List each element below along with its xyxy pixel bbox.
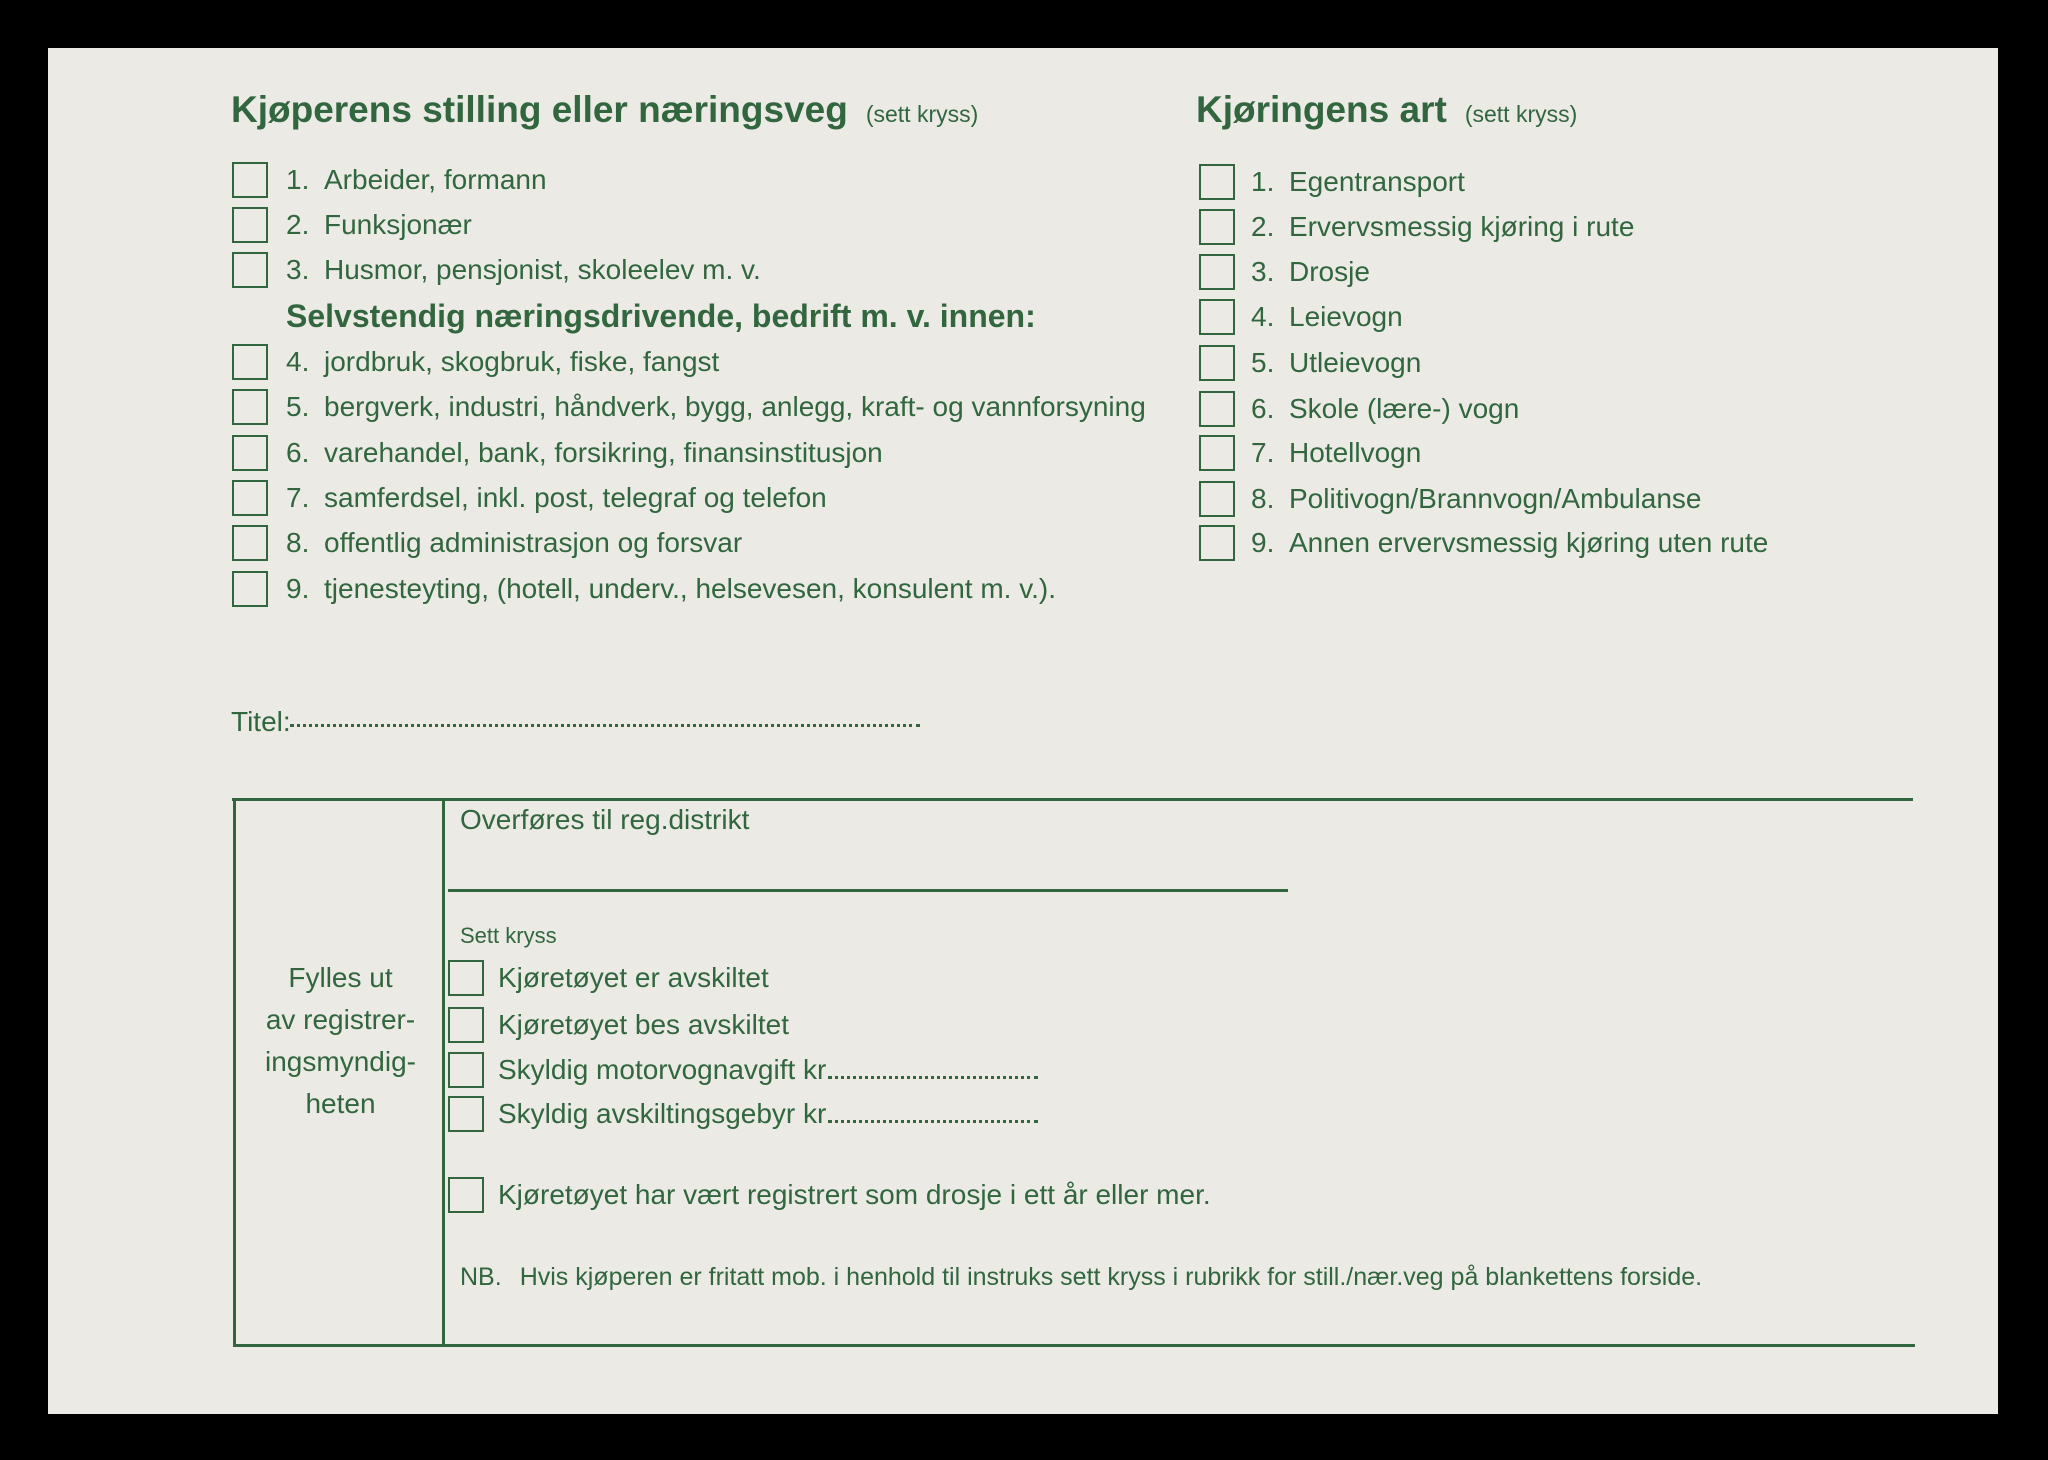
buyer-option-3 (232, 252, 761, 288)
checkbox[interactable] (232, 252, 268, 288)
driving-option-2 (1199, 209, 1634, 245)
option-number: 3. (1251, 256, 1275, 287)
check-label: Skyldig motorvognavgift kr (498, 1054, 827, 1085)
note-prefix: NB. (460, 1263, 502, 1291)
option-label: tjenesteyting, (hotell, underv., helsevesen, konsulent m. v.). (324, 573, 1057, 604)
checkbox[interactable] (1199, 391, 1235, 427)
registry-check-taxi (448, 1177, 1211, 1213)
box-divider-rule (442, 798, 445, 1347)
driving-option-1 (1199, 164, 1465, 200)
option-label: offentlig administrasjon og forsvar (324, 527, 743, 558)
checkbox[interactable] (232, 389, 268, 425)
option-number: 6. (286, 437, 310, 468)
option-number: 9. (1251, 527, 1275, 558)
option-number: 7. (286, 482, 310, 513)
checkbox[interactable] (232, 162, 268, 198)
exemption-note (460, 1259, 1702, 1295)
option-number: 1. (1251, 166, 1275, 197)
registry-check-vehicle-tax (448, 1052, 1038, 1088)
option-number: 8. (286, 527, 310, 558)
checkbox[interactable] (448, 1096, 484, 1132)
option-number: 6. (1251, 393, 1275, 424)
checkbox[interactable] (448, 960, 484, 996)
buyer-option-6 (232, 435, 883, 471)
checkbox[interactable] (232, 344, 268, 380)
note-text: Hvis kjøperen er fritatt mob. i henhold til instruks sett kryss i rubrikk for still./nær.veg på blankettens forside. (519, 1263, 1703, 1291)
checkbox[interactable] (1199, 209, 1235, 245)
driving-section-hint: (sett kryss) (1464, 101, 1578, 127)
option-label: Husmor, pensjonist, skoleelev m. v. (324, 254, 761, 285)
check-hint: Sett kryss (460, 923, 557, 948)
side-label-line: ingsmyndig- (265, 1046, 416, 1077)
buyer-option-7 (232, 480, 827, 516)
option-number: 9. (286, 573, 310, 604)
box-left-rule (233, 798, 236, 1347)
buyer-option-8 (232, 525, 742, 561)
option-label: samferdsel, inkl. post, telegraf og telefon (324, 482, 827, 513)
option-label: Skole (lære-) vogn (1289, 393, 1520, 424)
option-number: 4. (286, 346, 310, 377)
side-label-line: av registrer- (265, 1004, 416, 1035)
option-label: Drosje (1289, 256, 1370, 287)
registry-check-unplated (448, 960, 769, 996)
check-label: Kjøretøyet bes avskiltet (498, 1009, 789, 1040)
buyer-occupation-heading (231, 88, 978, 140)
checkbox[interactable] (232, 480, 268, 516)
checkbox[interactable] (232, 435, 268, 471)
box-top-rule (232, 798, 1913, 801)
buyer-option-2 (232, 207, 472, 243)
driving-section-title: Kjøringens art (1196, 89, 1447, 130)
option-label: varehandel, bank, forsikring, finansinstitusjon (324, 437, 883, 468)
option-label: Annen ervervsmessig kjøring uten rute (1289, 527, 1769, 558)
option-label: jordbruk, skogbruk, fiske, fangst (324, 346, 720, 377)
check-label: Kjøretøyet er avskiltet (498, 962, 769, 993)
option-label: bergverk, industri, håndverk, bygg, anlegg, kraft- og vannforsyning (324, 391, 1146, 422)
registry-check-unplating-fee (448, 1096, 1038, 1132)
option-number: 2. (286, 209, 310, 240)
option-label: Politivogn/Brannvogn/Ambulanse (1289, 483, 1702, 514)
buyer-option-4 (232, 344, 719, 380)
buyer-option-9 (232, 571, 1056, 607)
option-label: Utleievogn (1289, 347, 1422, 378)
check-label: Skyldig avskiltingsgebyr kr (498, 1098, 827, 1129)
checkbox[interactable] (232, 525, 268, 561)
option-number: 3. (286, 254, 310, 285)
driving-option-9 (1199, 525, 1768, 561)
amount-dotted-line[interactable] (828, 1120, 1038, 1123)
checkbox[interactable] (448, 1177, 484, 1213)
option-label: Hotellvogn (1289, 437, 1422, 468)
checkbox[interactable] (1199, 481, 1235, 517)
checkbox[interactable] (1199, 254, 1235, 290)
title-field-label: Titel: (231, 706, 291, 737)
option-number: 4. (1251, 301, 1275, 332)
option-number: 7. (1251, 437, 1275, 468)
registry-check-request-unplate (448, 1007, 789, 1043)
option-label: Ervervsmessig kjøring i rute (1289, 211, 1635, 242)
option-number: 8. (1251, 483, 1275, 514)
self-employed-subheading: Selvstendig næringsdrivende, bedrift m. v. innen: (286, 298, 1036, 334)
option-label: Egentransport (1289, 166, 1465, 197)
buyer-option-1 (232, 162, 547, 198)
driving-type-heading (1196, 88, 1577, 140)
checkbox[interactable] (1199, 435, 1235, 471)
option-label: Funksjonær (324, 209, 472, 240)
checkbox[interactable] (448, 1007, 484, 1043)
checkbox[interactable] (1199, 525, 1235, 561)
option-label: Arbeider, formann (324, 164, 547, 195)
checkbox[interactable] (1199, 299, 1235, 335)
driving-option-4 (1199, 299, 1403, 335)
title-field-dotted-line[interactable] (290, 724, 920, 727)
registry-authority-label (243, 957, 438, 1125)
transfer-district-line[interactable] (448, 889, 1288, 892)
checkbox[interactable] (1199, 345, 1235, 381)
driving-option-3 (1199, 254, 1370, 290)
buyer-option-5 (232, 389, 1146, 425)
buyer-section-title: Kjøperens stilling eller næringsveg (231, 89, 848, 130)
option-number: 5. (286, 391, 310, 422)
checkbox[interactable] (1199, 164, 1235, 200)
checkbox[interactable] (448, 1052, 484, 1088)
checkbox[interactable] (232, 571, 268, 607)
box-bottom-rule (233, 1344, 1915, 1347)
driving-option-6 (1199, 391, 1519, 427)
driving-option-7 (1199, 435, 1421, 471)
side-label-line: heten (305, 1088, 376, 1119)
option-label: Leievogn (1289, 301, 1403, 332)
option-number: 5. (1251, 347, 1275, 378)
option-number: 1. (286, 164, 310, 195)
amount-dotted-line[interactable] (828, 1076, 1038, 1079)
driving-option-8 (1199, 481, 1701, 517)
driving-option-5 (1199, 345, 1421, 381)
check-label: Kjøretøyet har vært registrert som drosje i ett år eller mer. (498, 1179, 1211, 1210)
side-label-line: Fylles ut (288, 962, 393, 993)
transfer-district-label: Overføres til reg.distrikt (460, 804, 750, 835)
option-number: 2. (1251, 211, 1275, 242)
checkbox[interactable] (232, 207, 268, 243)
buyer-section-hint: (sett kryss) (865, 101, 979, 127)
